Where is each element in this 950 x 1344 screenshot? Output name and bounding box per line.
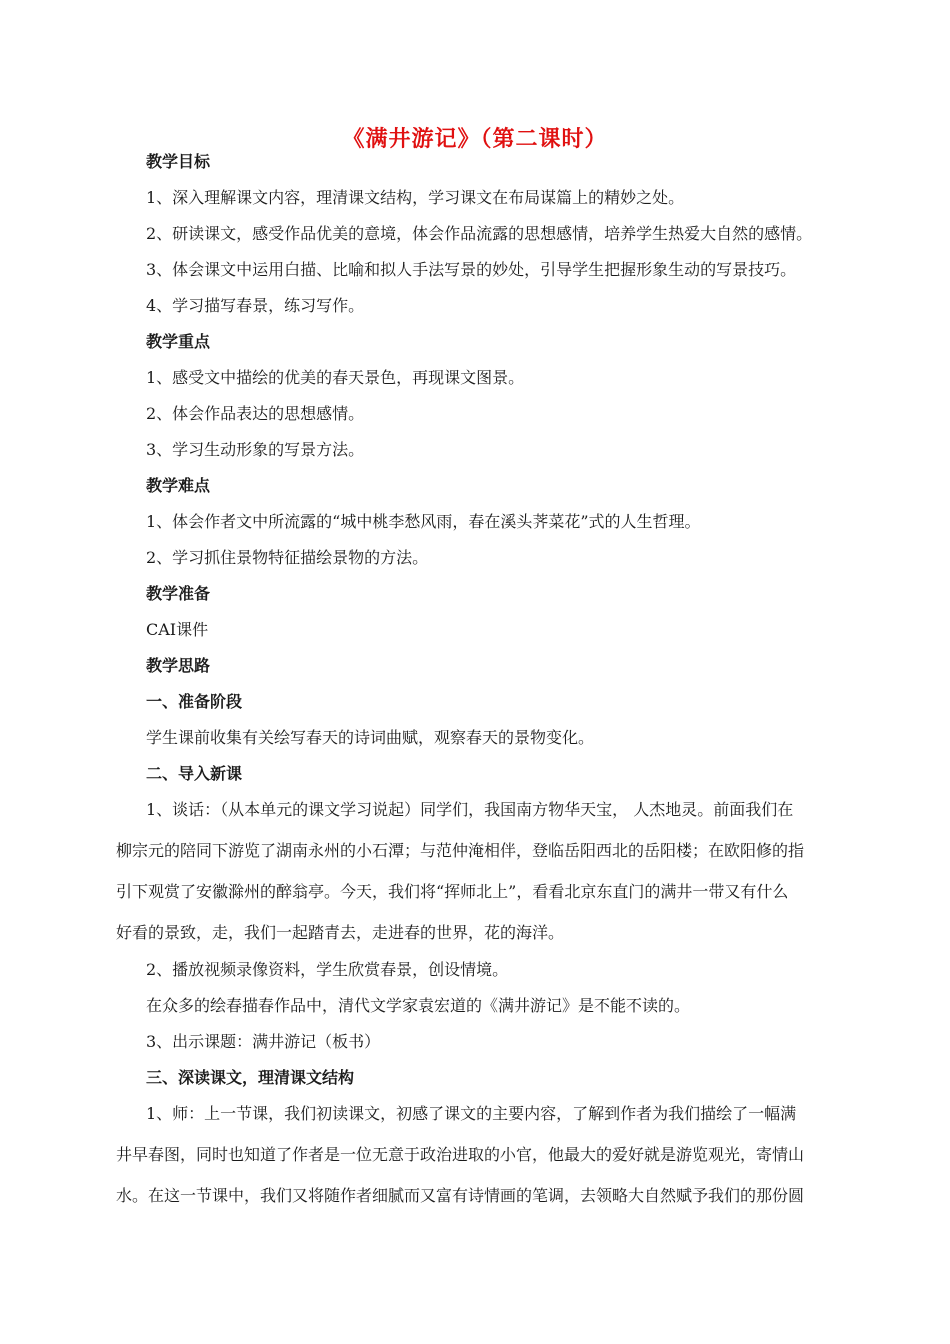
paragraph-line: 柳宗元的陪同下游览了湖南永州的小石潭；与范仲淹相伴，登临岳阳西北的岳阳楼；在欧阳修的指 — [116, 841, 805, 860]
section-heading: 教学准备 — [146, 584, 211, 603]
section-heading: 教学重点 — [146, 332, 211, 351]
paragraph-line: 3、体会课文中运用白描、比喻和拟人手法写景的妙处，引导学生把握形象生动的写景技巧。 — [146, 260, 797, 279]
section-heading: 教学目标 — [146, 152, 211, 171]
paragraph-line: 2、学习抓住景物特征描绘景物的方法。 — [146, 548, 429, 567]
section-heading: 教学难点 — [146, 476, 211, 495]
paragraph-line: 学生课前收集有关绘写春天的诗词曲赋，观察春天的景物变化。 — [146, 728, 595, 747]
section-heading: 一、准备阶段 — [146, 692, 243, 711]
paragraph-line: 井早春图，同时也知道了作者是一位无意于政治进取的小官，他最大的爱好就是游览观光，寄情山 — [116, 1145, 805, 1164]
paragraph-line: 1、师：上一节课，我们初读课文，初感了课文的主要内容，了解到作者为我们描绘了一幅满 — [146, 1104, 797, 1123]
paragraph-line: CAI课件 — [146, 620, 209, 639]
section-heading: 教学思路 — [146, 656, 211, 675]
paragraph-line: 3、出示课题：满井游记（板书） — [146, 1032, 381, 1051]
paragraph-line: 4、学习描写春景，练习写作。 — [146, 296, 365, 315]
paragraph-line: 3、学习生动形象的写景方法。 — [146, 440, 365, 459]
paragraph-line: 在众多的绘春描春作品中，清代文学家袁宏道的《满井游记》是不能不读的。 — [146, 996, 691, 1015]
paragraph-line: 2、播放视频录像资料，学生欣赏春景，创设情境。 — [146, 960, 509, 979]
paragraph-line: 引下观赏了安徽滁州的醉翁亭。今天，我们将“挥师北上”，看看北京东直门的满井一带又有什么 — [116, 882, 789, 901]
section-heading: 二、导入新课 — [146, 764, 243, 783]
paragraph-line: 1、感受文中描绘的优美的春天景色，再现课文图景。 — [146, 368, 525, 387]
paragraph-line: 水。在这一节课中，我们又将随作者细腻而又富有诗情画的笔调，去领略大自然赋予我们的那份圆 — [116, 1186, 805, 1205]
paragraph-line: 2、体会作品表达的思想感情。 — [146, 404, 365, 423]
paragraph-line: 好看的景致，走，我们一起踏青去，走进春的世界，花的海洋。 — [116, 923, 565, 942]
section-heading: 三、深读课文，理清课文结构 — [146, 1068, 355, 1087]
document-title: 《满井游记》（第二课时） — [342, 127, 608, 152]
paragraph-line: 1、深入理解课文内容，理清课文结构，学习课文在布局谋篇上的精妙之处。 — [146, 188, 685, 207]
paragraph-line: 1、谈话：（从本单元的课文学习说起）同学们，我国南方物华天宝， 人杰地灵。前面我们在 — [146, 800, 794, 819]
paragraph-line: 1、体会作者文中所流露的“城中桃李愁风雨，春在溪头荠菜花”式的人生哲理。 — [146, 512, 701, 531]
paragraph-line: 2、研读课文，感受作品优美的意境，体会作品流露的思想感情，培养学生热爱大自然的感情。 — [146, 224, 813, 243]
